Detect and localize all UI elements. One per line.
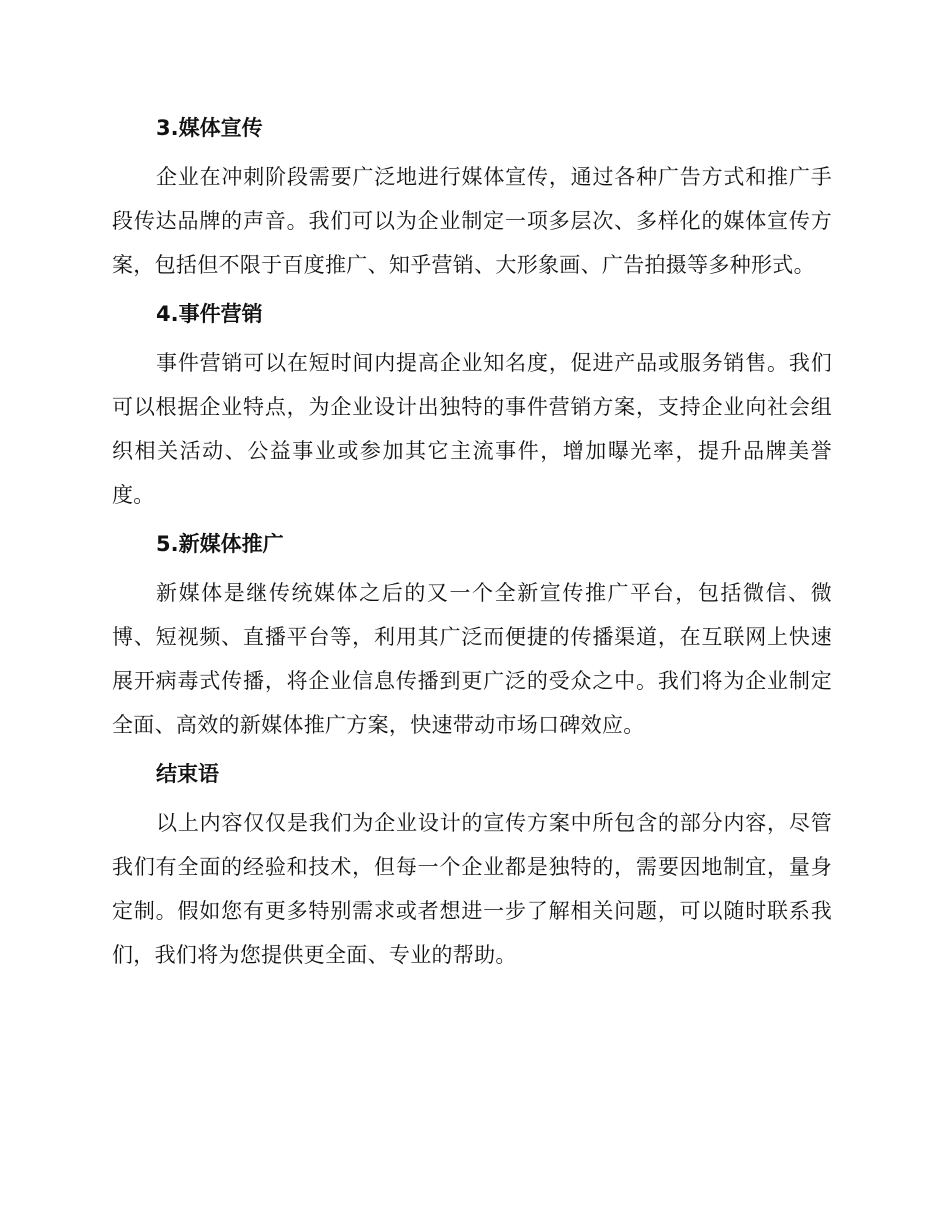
section-paragraph-conclusion: 以上内容仅仅是我们为企业设计的宣传方案中所包含的部分内容，尽管我们有全面的经验和技术，但每一个企业都是独特的，需要因地制宜，量身定制。假如您有更多特别需求或者想进一步了解相关问题，可以随时联系我们，我们将为您提供更全面、专业的帮助。 [112, 811, 832, 967]
section-heading-media: 3.媒体宣传 [156, 116, 263, 140]
section-paragraph-new-media: 新媒体是继传统媒体之后的又一个全新宣传推广平台，包括微信、微博、短视频、直播平台等，利用其广泛而便捷的传播渠道，在互联网上快速展开病毒式传播，将企业信息传播到更广泛的受众之中。我们将为企业制定全面、高效的新媒体推广方案，快速带动市场口碑效应。 [112, 581, 832, 737]
section-heading-event-marketing: 4.事件营销 [156, 302, 263, 326]
section-heading-new-media: 5.新媒体推广 [156, 532, 284, 556]
section-paragraph-event-marketing: 事件营销可以在短时间内提高企业知名度，促进产品或服务销售。我们可以根据企业特点，为企业设计出独特的事件营销方案，支持企业向社会组织相关活动、公益事业或参加其它主流事件，增加曝光率，提升品牌美誉度。 [112, 351, 832, 507]
section-heading-conclusion: 结束语 [156, 762, 219, 786]
section-paragraph-media: 企业在冲刺阶段需要广泛地进行媒体宣传，通过各种广告方式和推广手段传达品牌的声音。我们可以为企业制定一项多层次、多样化的媒体宣传方案，包括但不限于百度推广、知乎营销、大形象画、广告拍摄等多种形式。 [112, 165, 832, 277]
document-body [112, 106, 832, 982]
